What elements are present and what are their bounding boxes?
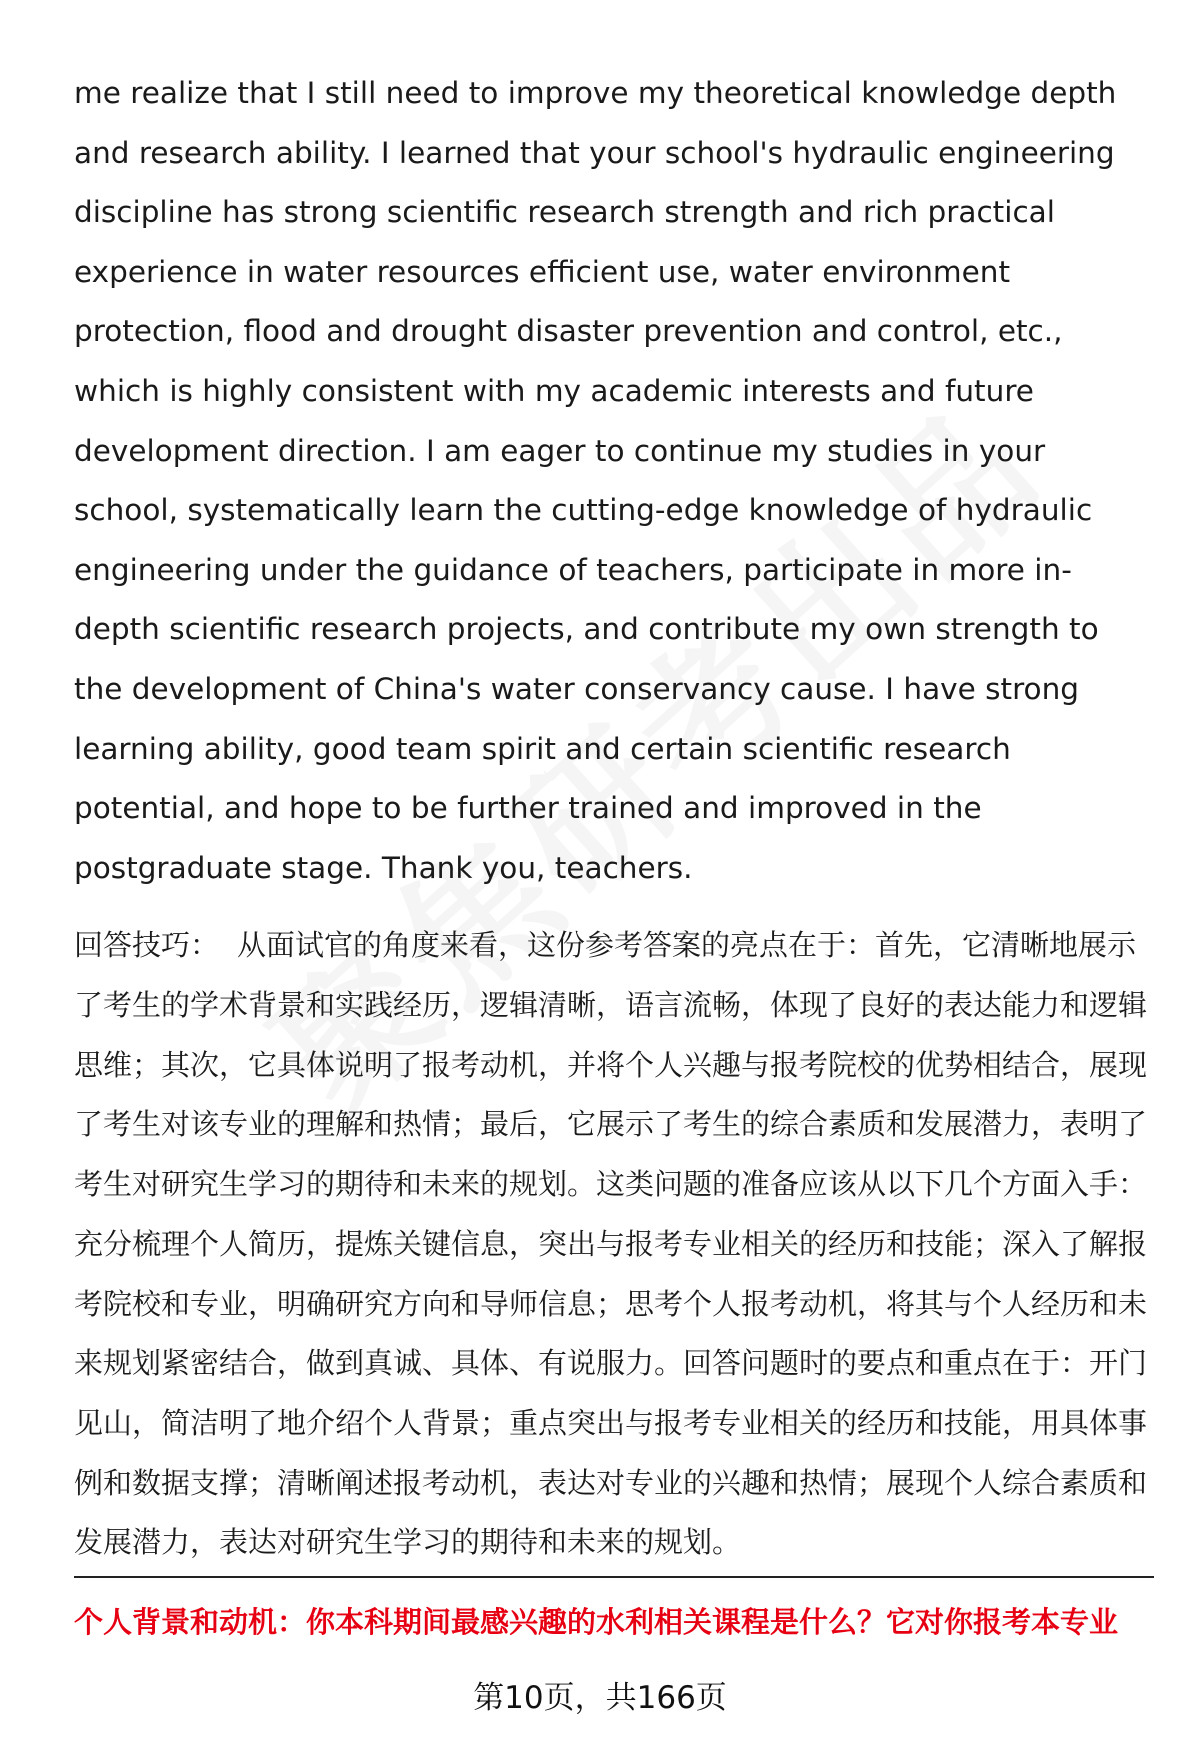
tips-label: 回答技巧：: [74, 928, 220, 963]
tips-text: 从面试官的角度来看，这份参考答案的亮点在于：首先，它清晰地展示了考生的学术背景和实践经历，逻辑清晰，语言流畅，体现了良好的表达能力和逻辑思维；其次，它具体说明了报考动机，并将个人兴趣与报考院校的优势相结合，展现了考生对该专业的理解和热情；最后，它展示了考生的综合素质和发展潜力，表明了考生对研究生学习的期待和未来的规划。这类问题的准备应该从以下几个方面入手：充分梳理个人简历，提炼关键信息，突出与报考专业相关的经历和技能；深入了解报考院校和专业，明确研究方向和导师信息；思考个人报考动机，将其与个人经历和未来规划紧密结合，做到真诚、具体、有说服力。回答问题时的要点和重点在于：开门见山，简洁明了地介绍个人背景；重点突出与报考专业相关的经历和技能，用具体事例和数据支撑；清晰阐述报考动机，表达对专业的兴趣和热情；展现个人综合素质和发展潜力，表达对研究生学习的期待和未来的规划。: [74, 928, 1148, 1560]
next-question-heading: 个人背景和动机：你本科期间最感兴趣的水利相关课程是什么？它对你报考本专业: [74, 1605, 1119, 1639]
answer-tips: [74, 916, 1154, 1573]
section-divider: [74, 1576, 1154, 1578]
answer-paragraph: me realize that I still need to improve my theoretical knowledge depth and research ability. I learned that your school's hydraulic engineering discipline has strong scientific research strength and rich practical experience in water resources efficient use, water environment protection, flood and drought disaster prevention and control, etc., which is highly consistent with my academic interests and future development direction. I am eager to continue my studies in your school, systematically learn the cutting-edge knowledge of hydraulic engineering under the guidance of teachers, participate in more in-depth scientific research projects, and contribute my own strength to the development of China's water conservancy cause. I have strong learning ability, good team spirit and certain scientific research potential, and hope to be further trained and improved in the postgraduate stage. Thank you, teachers.: [74, 76, 1117, 885]
document-body: [74, 64, 1154, 1573]
page-number: 第10页，共166页: [473, 1680, 727, 1716]
